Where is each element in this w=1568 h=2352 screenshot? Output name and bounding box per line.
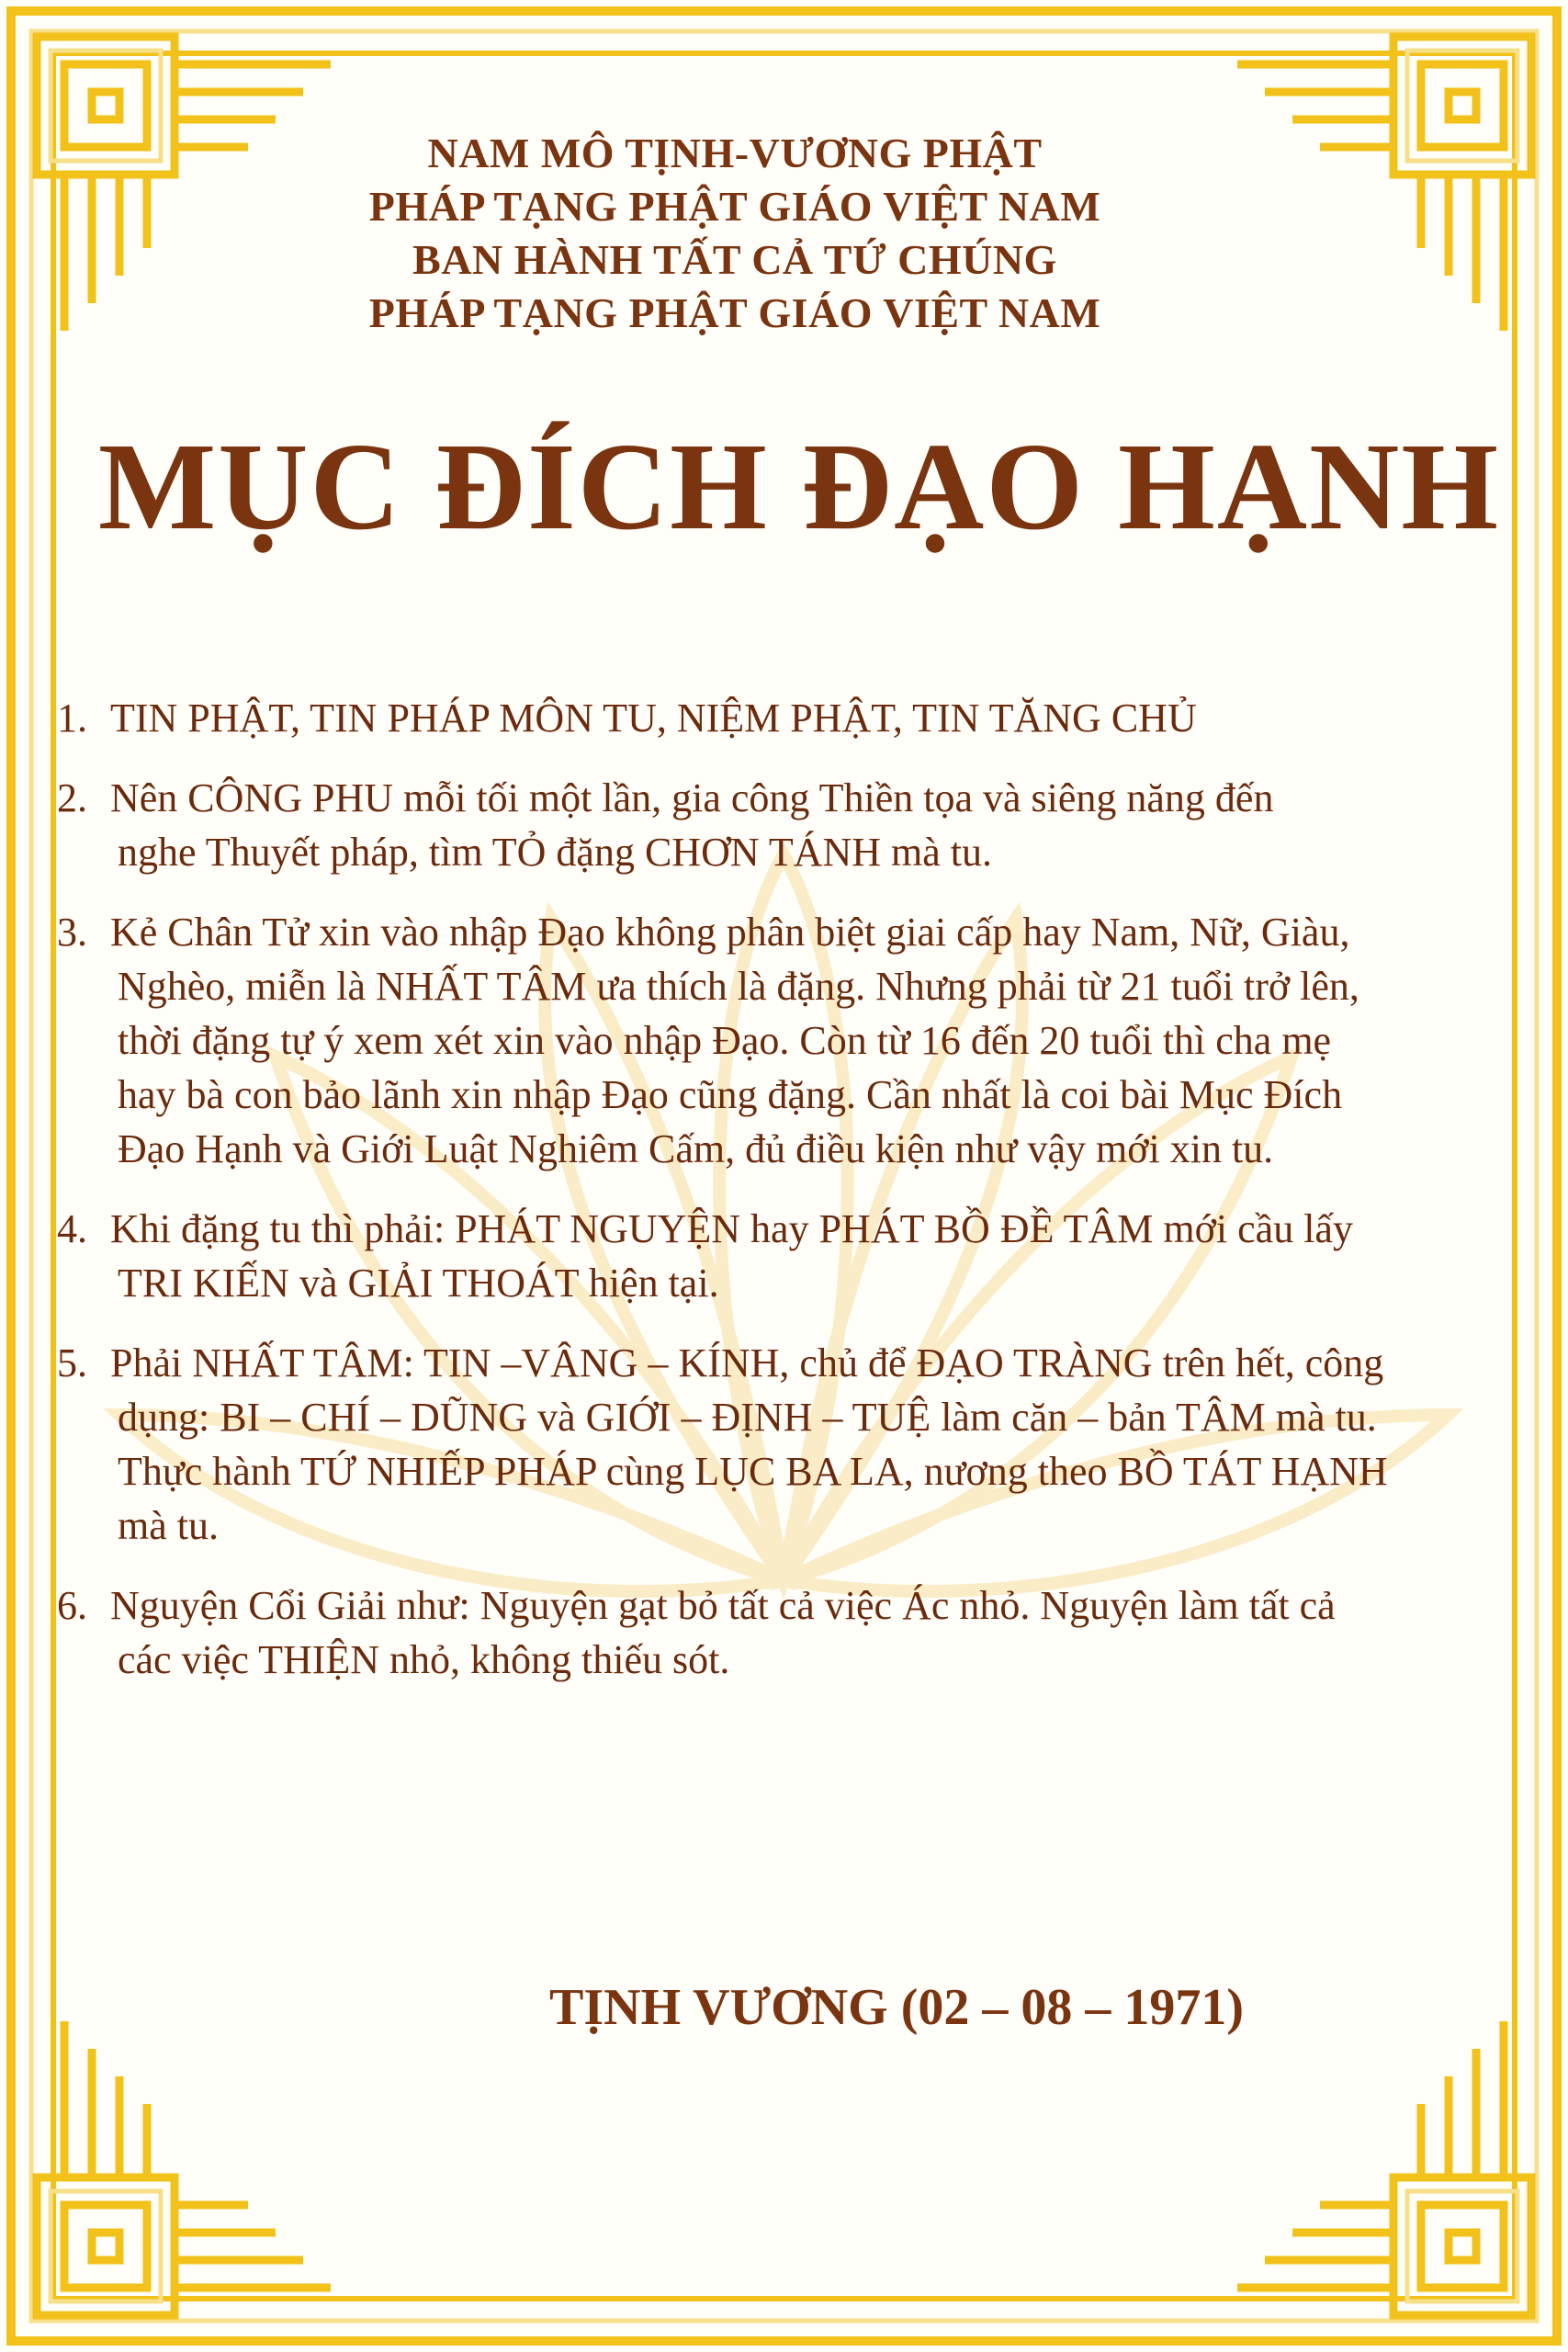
item-line: TIN PHẬT, TIN PHÁP MÔN TU, NIỆM PHẬT, TIN TĂNG CHỦ (110, 695, 1197, 741)
item-text (110, 1336, 1508, 1553)
signature: TỊNH VƯƠNG (02 – 08 – 1971) (549, 1979, 1244, 2036)
item-line: dụng: BI – CHÍ – DŨNG và GIỚI – ĐỊNH – TUỆ làm căn – bản TÂM mà tu. (118, 1395, 1377, 1440)
item-line: Đạo Hạnh và Giới Luật Nghiêm Cấm, đủ điều kiện như vậy mới xin tu. (118, 1126, 1274, 1171)
page-title: MỤC ĐÍCH ĐẠO HẠNH (97, 418, 1501, 556)
item-line: Nên CÔNG PHU mỗi tối một lần, gia công Thiền tọa và siêng năng đến (110, 775, 1274, 820)
item-line: thời đặng tự ý xem xét xin vào nhập Đạo. Còn từ 16 đến 20 tuổi thì cha mẹ (118, 1018, 1332, 1063)
item-text (110, 771, 1508, 879)
item-line: Kẻ Chân Tử xin vào nhập Đạo không phân biệt giai cấp hay Nam, Nữ, Giàu, (110, 910, 1350, 955)
list-item (57, 691, 1508, 745)
item-line: TRI KIẾN và GIẢI THOÁT hiện tại. (118, 1261, 719, 1306)
list-item (57, 1202, 1508, 1310)
list-item (57, 905, 1508, 1176)
item-line: Nghèo, miễn là NHẤT TÂM ưa thích là đặng. Nhưng phải từ 21 tuổi trở lên, (118, 964, 1359, 1009)
item-line: các việc THIỆN nhỏ, không thiếu sót. (118, 1637, 730, 1682)
item-text (110, 1578, 1508, 1687)
item-text (110, 1202, 1508, 1310)
item-line: mà tu. (118, 1503, 219, 1548)
item-number: 3. (57, 910, 87, 955)
header-block (276, 127, 1194, 340)
item-line: hay bà con bảo lãnh xin nhập Đạo cũng đặng. Cần nhất là coi bài Mục Đích (118, 1072, 1343, 1117)
item-number: 1. (57, 695, 87, 741)
item-number: 2. (57, 775, 87, 820)
rules-list (57, 691, 1508, 1713)
item-line: Phải NHẤT TÂM: TIN –VÂNG – KÍNH, chủ để ĐẠO TRÀNG trên hết, công (110, 1340, 1384, 1385)
list-item (57, 771, 1508, 879)
item-number: 4. (57, 1206, 87, 1251)
item-line: nghe Thuyết pháp, tìm TỎ đặng CHƠN TÁNH mà tu. (118, 830, 993, 875)
header-line: PHÁP TẠNG PHẬT GIÁO VIỆT NAM (368, 183, 1101, 230)
list-item (57, 1336, 1508, 1553)
item-line: Thực hành TỨ NHIẾP PHÁP cùng LỤC BA LA, nương theo BỒ TÁT HẠNH (118, 1449, 1388, 1494)
item-text (110, 691, 1508, 745)
item-text (110, 905, 1508, 1176)
header-line: BAN HÀNH TẤT CẢ TỨ CHÚNG (412, 236, 1057, 283)
list-item (57, 1578, 1508, 1687)
item-number: 6. (57, 1583, 87, 1628)
header-line: NAM MÔ TỊNH-VƯƠNG PHẬT (427, 130, 1043, 176)
item-line: Khi đặng tu thì phải: PHÁT NGUYỆN hay PHÁT BỒ ĐỀ TÂM mới cầu lấy (110, 1206, 1353, 1251)
item-line: Nguyện Cổi Giải như: Nguyện gạt bỏ tất cả việc Ác nhỏ. Nguyện làm tất cả (110, 1583, 1336, 1628)
header-line: PHÁP TẠNG PHẬT GIÁO VIỆT NAM (368, 289, 1101, 336)
item-number: 5. (57, 1340, 87, 1385)
